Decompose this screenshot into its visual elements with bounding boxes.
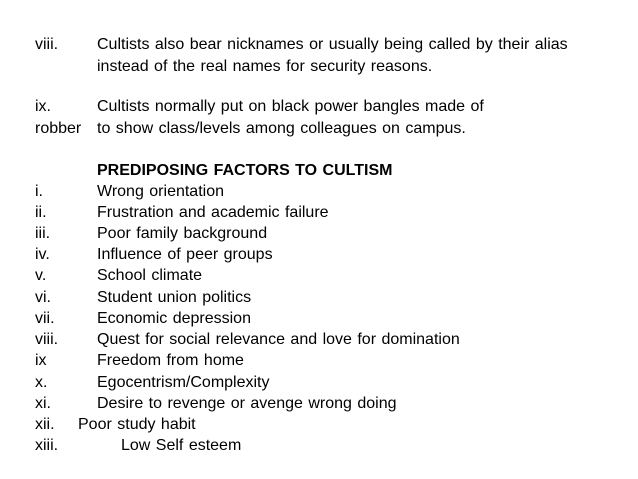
list-item — [0, 265, 638, 287]
item-number: ix — [35, 352, 47, 369]
item-number: iv. — [35, 246, 50, 263]
item-number: ii. — [35, 204, 47, 221]
list-item — [0, 308, 638, 330]
item-number: xi. — [35, 395, 51, 412]
item-number: i. — [35, 183, 43, 200]
item-number: v. — [35, 267, 47, 284]
item-text: Freedom from home — [97, 352, 244, 369]
list-item — [0, 435, 638, 457]
section-heading: PREDIPOSING FACTORS TO CULTISM — [97, 162, 393, 179]
list-item — [0, 329, 638, 351]
list-item — [0, 181, 638, 203]
list-item — [0, 34, 638, 56]
list-item — [0, 202, 638, 224]
item-text: Economic depression — [97, 310, 251, 327]
list-item — [0, 393, 638, 415]
item-number: viii. — [35, 36, 59, 53]
item-text: Egocentrism/Complexity — [97, 374, 270, 391]
item-text: Poor study habit — [78, 416, 196, 433]
list-item — [0, 287, 638, 309]
list-item — [0, 350, 638, 372]
item-continuation-prefix: robber — [35, 120, 82, 137]
item-text: Poor family background — [97, 225, 268, 242]
item-number: xii. — [35, 416, 55, 433]
item-text: instead of the real names for security reasons. — [97, 58, 433, 75]
item-text: Wrong orientation — [97, 183, 224, 200]
list-item — [0, 244, 638, 266]
item-number: x. — [35, 374, 48, 391]
item-text: Cultists normally put on black power bangles made of — [97, 98, 484, 115]
item-number: ix. — [35, 98, 51, 115]
item-number: vi. — [35, 289, 51, 306]
section-heading-row — [0, 160, 638, 182]
item-text: School climate — [97, 267, 203, 284]
list-item — [0, 96, 638, 118]
item-text: Student union politics — [97, 289, 252, 306]
list-item-continuation — [0, 118, 638, 140]
list-item — [0, 372, 638, 394]
item-text: to show class/levels among colleagues on campus. — [97, 120, 466, 137]
item-text: Desire to revenge or avenge wrong doing — [97, 395, 397, 412]
item-number: viii. — [35, 331, 59, 348]
list-item-continuation — [0, 56, 638, 78]
item-number: xiii. — [35, 437, 59, 454]
item-text: Influence of peer groups — [97, 246, 273, 263]
item-number: iii. — [35, 225, 51, 242]
item-text: Frustration and academic failure — [97, 204, 329, 221]
item-text: Low Self esteem — [121, 437, 242, 454]
list-item — [0, 414, 638, 436]
item-number: vii. — [35, 310, 55, 327]
item-text: Cultists also bear nicknames or usually being called by their alias — [97, 36, 568, 53]
item-text: Quest for social relevance and love for domination — [97, 331, 460, 348]
list-item — [0, 223, 638, 245]
